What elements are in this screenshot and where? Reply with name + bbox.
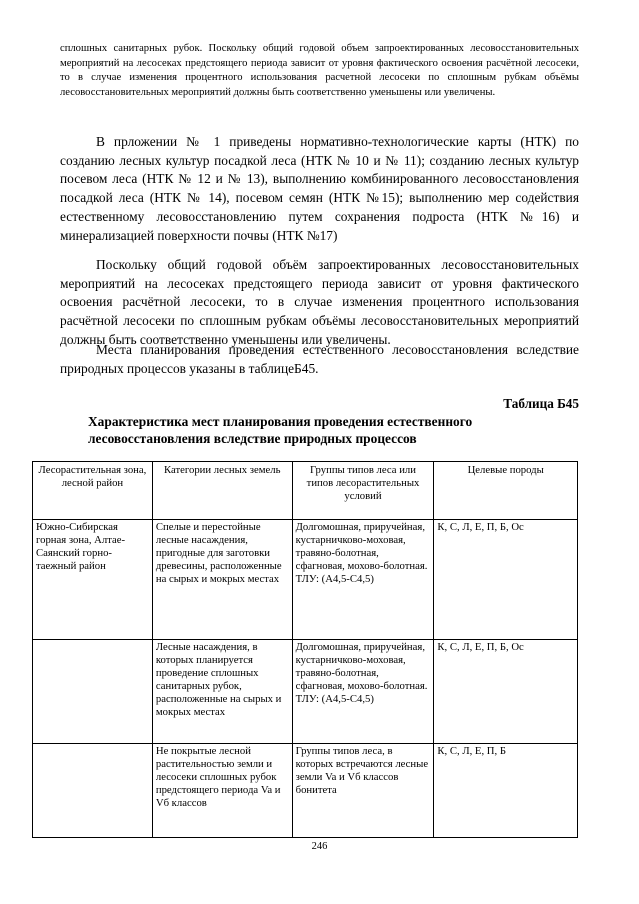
cell-zone: Южно-Сибирская горная зона, Алтае-Саянский горно-таежный район (33, 520, 153, 640)
regeneration-table (32, 461, 578, 838)
cell-category: Не покрытые лесной растительностью земли и лесосеки сплошных рубок предстоящего периода Va и Vб классов (152, 744, 292, 838)
cell-zone (33, 744, 153, 838)
header-zone: Лесорастительная зона, лесной район (33, 462, 153, 520)
paragraph-places: Места планирования проведения естественного лесовосстановления вследствие природных процессов указаны в таблицеБ45. (60, 342, 579, 376)
paragraph-volume: Поскольку общий годовой объём запроектированных лесовосстановительных мероприятий на лесосеках предстоящего периода зависит от уровня фактического освоения расчётной лесосеки, то в случае изменения процентного использования расчётной лесосеки по сплошным рубкам объёмы лесовосстановительных мероприятий должны быть соответственно уменьшены или увеличены. (60, 257, 579, 347)
header-forest-types: Группы типов леса или типов лесорастительных условий (292, 462, 434, 520)
table-title: Характеристика мест планирования проведения естественного лесовосстановления вследствие природных процессов (88, 414, 473, 446)
table-caption: Таблица Б45 (503, 396, 579, 411)
cell-target-species: К, С, Л, Е, П, Б, Ос (434, 520, 578, 640)
table-row (33, 520, 578, 640)
table-header-row (33, 462, 578, 520)
cell-target-species: К, С, Л, Е, П, Б (434, 744, 578, 838)
header-category: Категории лесных земель (152, 462, 292, 520)
cell-target-species: К, С, Л, Е, П, Б, Ос (434, 640, 578, 744)
paragraph-ntk: В прложении № 1 приведены нормативно-технологические карты (НТК) по созданию лесных культур посадкой леса (НТК № 10 и № 11); созданию лесных культур посевом леса (НТК № 12 и № 13), выполнению комбинированного лесовосстановления посадкой леса (НТК № 14), посевом семян (НТК №15); выполнению мер содействия естественному лесовосстановлению путем сохранения подроста (НТК №16) и минерализацией поверхности почвы (НТК №17) (60, 134, 579, 243)
cell-forest-types: Долгомошная, приручейная, кустарничково-моховая, травяно-болотная, сфагновая, мохово-болотная. ТЛУ: (А4,5-С4,5) (292, 640, 434, 744)
cell-forest-types: Долгомошная, приручейная, кустарничково-моховая, травяно-болотная, сфагновая, мохово-болотная. ТЛУ: (А4,5-С4,5) (292, 520, 434, 640)
cell-category: Лесные насаждения, в которых планируется проведение сплошных санитарных рубок, расположенные на сырых и мокрых местах (152, 640, 292, 744)
table-row (33, 744, 578, 838)
cell-forest-types: Группы типов леса, в которых встречаются лесные земли Va и Vб классов бонитета (292, 744, 434, 838)
cell-zone (33, 640, 153, 744)
continued-paragraph: сплошных санитарных рубок. Поскольку общий годовой объем запроектированных лесовосстановительных мероприятий на лесосеках предстоящего периода зависит от уровня фактического освоения расчётной лесосеки, то в случае изменения процентного использования расчетной лесосеки по сплошным рубкам объёмы лесовосстановительных мероприятий должны быть соответственно уменьшены или увеличены. (60, 43, 579, 98)
cell-category: Спелые и перестойные лесные насаждения, пригодные для заготовки древесины, расположенные на сырых и мокрых местах (152, 520, 292, 640)
header-target-species: Целевые породы (434, 462, 578, 520)
page-number: 246 (311, 841, 328, 852)
table-row (33, 640, 578, 744)
